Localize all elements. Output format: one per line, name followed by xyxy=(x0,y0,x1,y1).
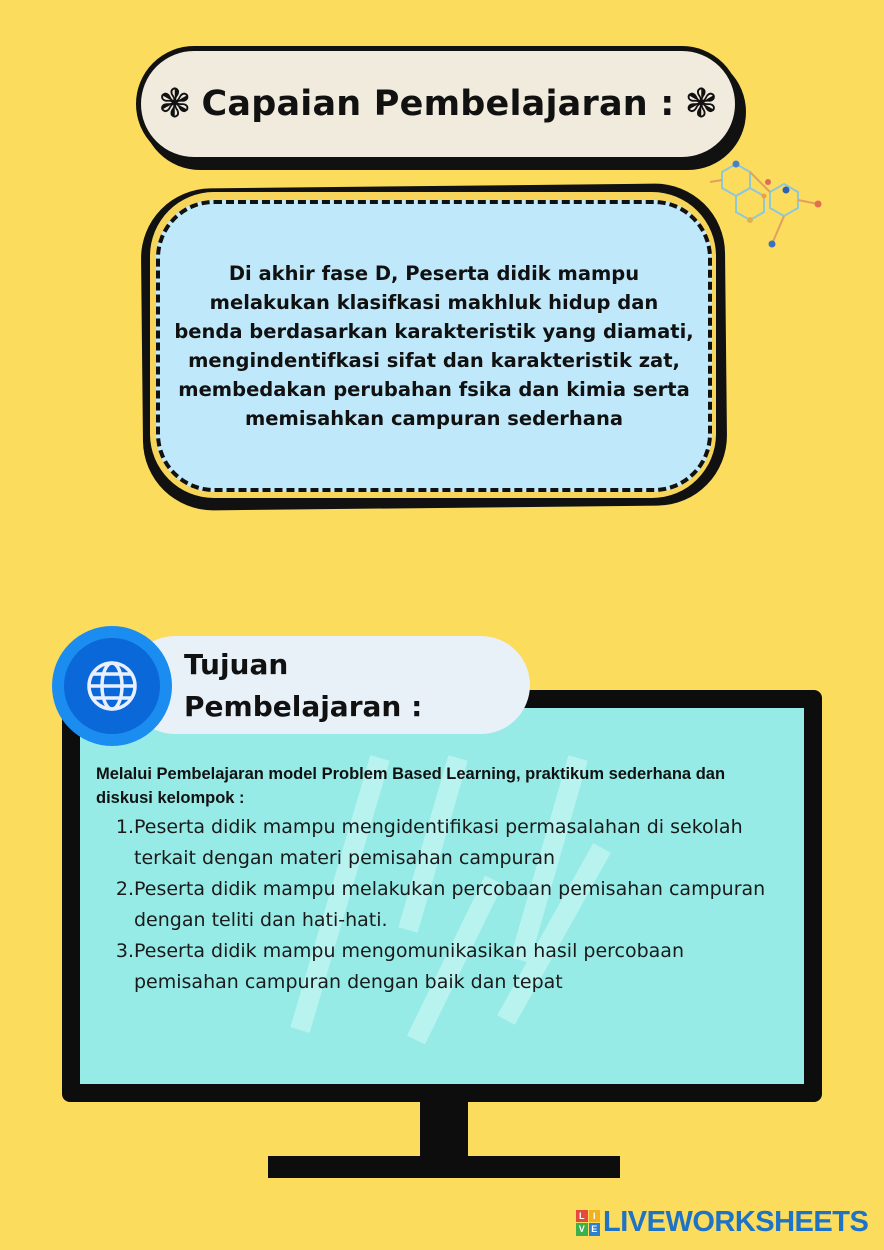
flower-left-icon: ❃ xyxy=(158,81,192,127)
page-title: Capaian Pembelajaran : xyxy=(201,84,675,124)
list-item xyxy=(100,812,780,874)
list-item-text: Peserta didik mampu mengomunikasikan hasil percobaan pemisahan campuran dengan baik dan tepat xyxy=(134,940,684,993)
logo-letter: E xyxy=(589,1223,601,1236)
objectives-title: Tujuan Pembelajaran : xyxy=(184,648,423,723)
flower-right-icon: ❃ xyxy=(684,81,718,127)
list-item-number: 1. xyxy=(115,816,134,838)
liveworksheets-watermark[interactable] xyxy=(576,1206,868,1239)
monitor-base xyxy=(268,1156,620,1178)
molecule-icon xyxy=(706,152,826,252)
list-item xyxy=(100,936,780,998)
list-item-number: 2. xyxy=(115,878,134,900)
watermark-text: LIVEWORKSHEETS xyxy=(603,1206,869,1238)
description-box xyxy=(156,200,712,492)
list-item-text: Peserta didik mampu mengidentifikasi permasalahan di sekolah terkait dengan materi pemisahan campuran xyxy=(134,816,743,869)
logo-letter: L xyxy=(576,1210,588,1223)
globe-icon-graphic xyxy=(85,659,139,713)
monitor-neck xyxy=(420,1100,468,1158)
description-text: Di akhir fase D, Peserta didik mampu melakukan klasifkasi makhluk hidup dan benda berdasarkan karakteristik yang diamati, mengindentifkasi sifat dan karakteristik zat, membedakan perubahan fsika dan kimia serta memisahkan campuran sederhana xyxy=(174,262,694,430)
title-pill xyxy=(136,46,740,162)
list-item xyxy=(100,874,780,936)
logo-letter: V xyxy=(576,1223,588,1236)
objectives-intro: Melalui Pembelajaran model Problem Based Learning, praktikum sederhana dan diskusi kelompok : xyxy=(96,765,726,807)
liveworksheets-logo-icon xyxy=(576,1210,600,1236)
list-item-number: 3. xyxy=(115,940,134,962)
logo-letter: I xyxy=(589,1210,601,1223)
objectives-list xyxy=(100,812,780,998)
globe-icon xyxy=(64,638,160,734)
list-item-text: Peserta didik mampu melakukan percobaan pemisahan campuran dengan teliti dan hati-hati. xyxy=(134,878,766,931)
